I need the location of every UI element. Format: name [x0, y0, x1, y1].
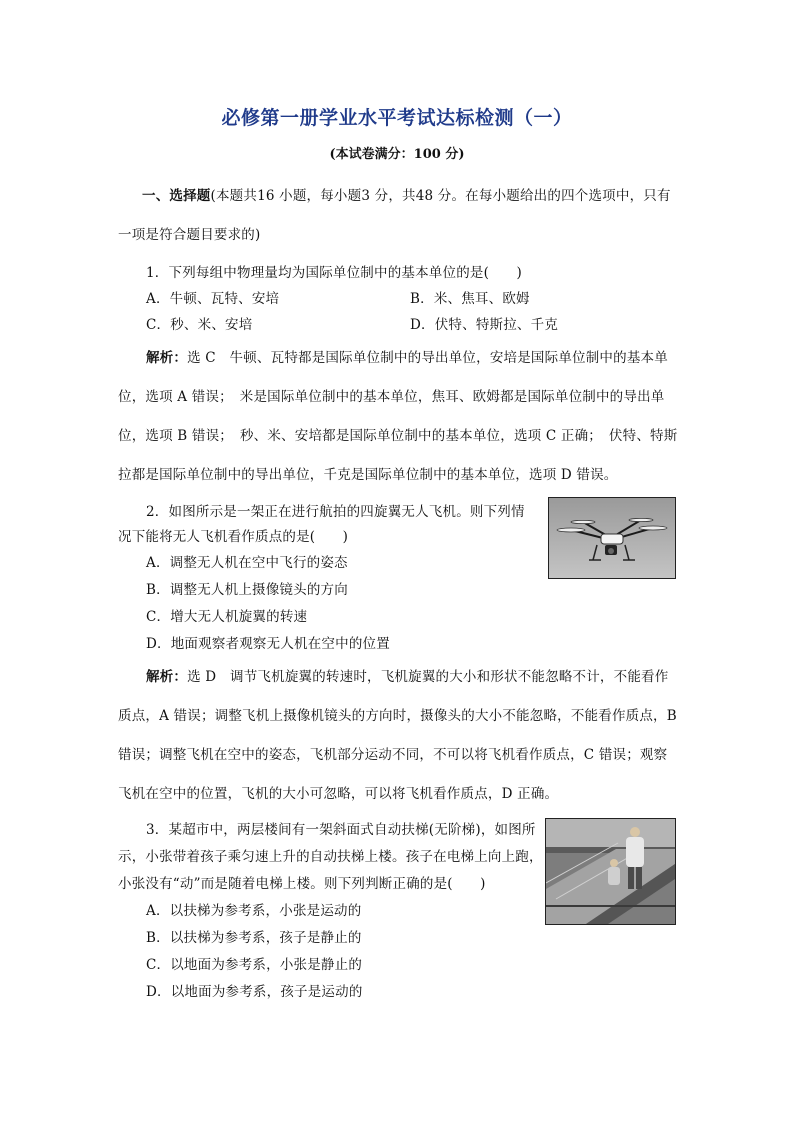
q3-option-a: A．以扶梯为参考系，小张是运动的: [146, 903, 362, 919]
q2-analysis-label: 解析：: [146, 669, 188, 685]
q1-analysis-line-1: [146, 346, 668, 366]
q1-option-a: A．牛顿、瓦特、安培: [146, 291, 280, 307]
section-heading: 一、选择题: [142, 188, 211, 204]
page-title: 必修第一册学业水平考试达标检测（一）: [221, 107, 573, 129]
q2-option-c: C．增大无人机旋翼的转速: [146, 609, 308, 625]
q1-analysis-line-2: 位，选项 A 错误； 米是国际单位制中的基本单位，焦耳、欧姆都是国际单位制中的导出单: [118, 389, 665, 405]
q2-analysis-line-2: 质点，A 错误；调整飞机上摄像机镜头的方向时，摄像头的大小不能忽略，不能看作质点，B: [118, 708, 677, 724]
q1-analysis-text-1: 选 C 牛顿、瓦特都是国际单位制中的导出单位，安培是国际单位制中的基本单: [187, 350, 668, 366]
q1-analysis-line-4: 拉都是国际单位制中的导出单位，千克是国际单位制中的基本单位，选项 D 错误。: [118, 467, 618, 483]
q2-analysis-text-1: 选 D 调节飞机旋翼的转速时，飞机旋翼的大小和形状不能忽略不计，不能看作: [187, 669, 669, 685]
q1-analysis-line-3: 位，选项 B 错误； 秒、米、安培都是国际单位制中的基本单位，选项 C 正确； 伏特、特斯: [118, 428, 678, 444]
q3-option-c: C．以地面为参考系，小张是静止的: [146, 957, 363, 973]
drone-photo: [548, 497, 676, 579]
q2-analysis-line-1: [146, 665, 668, 685]
section-desc-1: (本题共16 小题，每小题3 分，共48 分。在每小题给出的四个选项中，只有: [210, 188, 671, 204]
q2-stem-line-1: 2．如图所示是一架正在进行航拍的四旋翼无人飞机。则下列情: [146, 504, 525, 520]
section-intro: [142, 184, 671, 204]
score-note: (本试卷满分：100 分): [329, 147, 465, 162]
q2-analysis-line-4: 飞机在空中的位置，飞机的大小可忽略，可以将飞机看作质点，D 正确。: [118, 786, 559, 802]
q2-option-d: D．地面观察者观察无人机在空中的位置: [146, 636, 390, 652]
q3-option-b: B．以扶梯为参考系，孩子是静止的: [146, 930, 362, 946]
q3-option-d: D．以地面为参考系，孩子是运动的: [146, 984, 363, 1000]
q1-analysis-label: 解析：: [146, 350, 188, 366]
q1-option-b: B．米、焦耳、欧姆: [410, 291, 530, 307]
q3-stem-line-2: 示，小张带着孩子乘匀速上升的自动扶梯上楼。孩子在电梯上向上跑，: [118, 849, 543, 865]
q1-stem: 1．下列每组中物理量均为国际单位制中的基本单位的是( ): [146, 265, 522, 281]
q3-stem-line-1: 3．某超市中，两层楼间有一架斜面式自动扶梯(无阶梯)，如图所: [146, 822, 536, 838]
section-desc-2: 一项是符合题目要求的): [118, 227, 261, 243]
q2-stem-line-2: 况下能将无人飞机看作质点的是( ): [118, 529, 349, 545]
q1-option-d: D．伏特、特斯拉、千克: [410, 317, 559, 333]
q3-stem-line-3: 小张没有“动”而是随着电梯上楼。则下列判断正确的是( ): [118, 876, 486, 892]
q2-analysis-line-3: 错误；调整飞机在空中的姿态，飞机部分运动不同，不可以将飞机看作质点，C 错误；观察: [118, 747, 668, 763]
q2-option-a: A．调整无人机在空中飞行的姿态: [146, 555, 348, 571]
q2-option-b: B．调整无人机上摄像镜头的方向: [146, 582, 348, 598]
q1-option-c: C．秒、米、安培: [146, 317, 253, 333]
escalator-photo: [545, 818, 676, 925]
